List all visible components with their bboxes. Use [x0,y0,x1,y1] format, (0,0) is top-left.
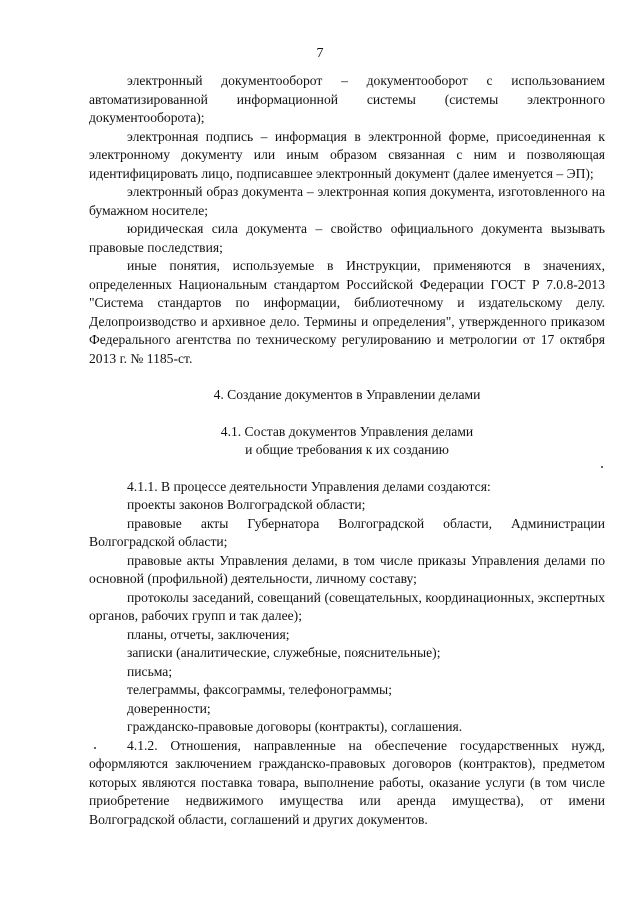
subsection-heading-line2: и общие требования к их созданию [245,442,449,457]
list-item: протоколы заседаний, совещаний (совещательных, координационных, экспертных органов, рабочих групп и так далее); [89,589,605,623]
list-item: доверенности; [127,700,211,716]
definition-paragraph: электронный образ документа – электронная копия документа, изготовленного на бумажном носителе; [89,184,605,218]
list-item: планы, отчеты, заключения; [127,626,290,642]
definition-paragraph: электронная подпись – информация в электронной форме, присоединенная к электронному документу или иным образом связанная с ним и позволяющая идентифицировать лицо, подписавшее электронный документ (далее именуется – ЭП); [89,128,605,181]
page-number: 7 [316,46,324,61]
section-heading: 4. Создание документов в Управлении делами [213,387,481,402]
list-item: письма; [127,663,173,679]
list-item: правовые акты Управления делами, в том числе приказы Управления делами по основной (профильной) деятельности, личному составу; [89,552,605,586]
clause-paragraph: 4.1.1. В процессе деятельности Управления делами создаются: [127,478,491,494]
clause-paragraph: 4.1.2. Отношения, направленные на обеспечение государственных нужд, оформляются заключением гражданско-правовых договоров (контрактов), предметом которых являются поставка товара, выполнение работы, оказание услуги (в том числе приобретение недвижимого имущества или аренда имущества), от имени Волгоградской области, соглашений и других документов. [89,737,605,827]
list-item: телеграммы, факсограммы, телефонограммы; [127,682,392,697]
list-item: записки (аналитические, служебные, пояснительные); [127,645,441,660]
list-item: проекты законов Волгоградской области; [127,497,366,512]
definition-paragraph: иные понятия, используемые в Инструкции, применяются в значениях, определенных Национальным стандартом Российской Федерации ГОСТ Р 7.0.8-2013 "Система стандартов по информации, библиотечному и издательскому делу. Делопроизводство и архивное дело. Термины и определения", утвержденного приказом Федерального агентства по техническому регулированию и метрологии от 17 октября 2013 г. № 1185-ст. [89,258,605,366]
definition-paragraph: юридическая сила документа – свойство официального документа вызывать правовые последствия; [89,221,605,255]
scan-speck [601,466,603,468]
subsection-heading-line1: 4.1. Состав документов Управления делами [220,423,474,439]
document-body [89,72,605,829]
list-item: гражданско-правовые договоры (контракты), соглашения. [127,719,463,734]
definition-paragraph: электронный документооборот – документооборот с использованием автоматизированной информационной системы (системы электронного документооборота); [89,73,605,125]
list-item: правовые акты Губернатора Волгоградской области, Администрации Волгоградской области; [89,515,605,549]
scan-speck [94,747,96,749]
